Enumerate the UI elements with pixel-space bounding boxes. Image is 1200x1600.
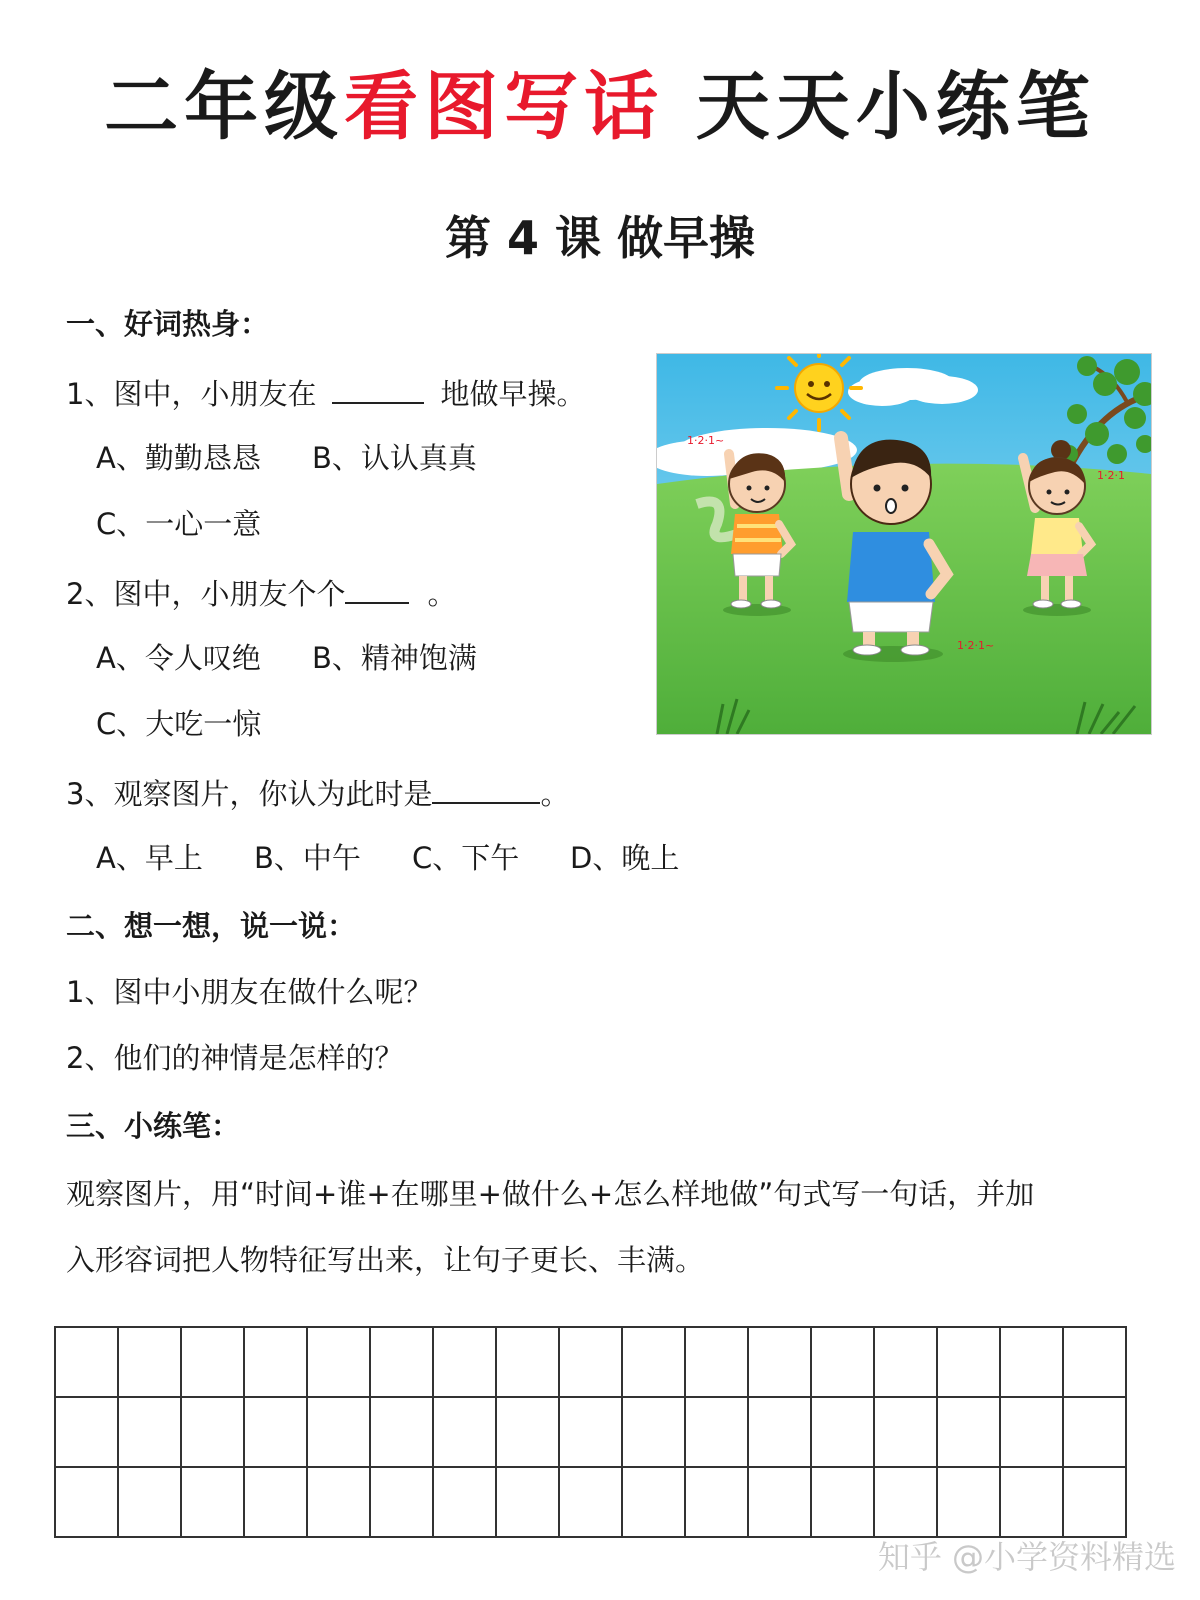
morning-exercise-scene [657, 354, 1151, 734]
grid-cell[interactable] [1000, 1467, 1063, 1537]
question-3-blank[interactable] [432, 772, 540, 804]
grid-cell[interactable] [559, 1397, 622, 1467]
lesson-title: 第 4 课 做早操 [444, 211, 756, 265]
section2-heading: 二、想一想，说一说： [66, 909, 357, 943]
grid-cell[interactable] [937, 1397, 1000, 1467]
option-3c[interactable]: C、下午 [412, 841, 520, 875]
grid-cell[interactable] [433, 1397, 496, 1467]
grid-row [55, 1397, 1126, 1467]
page-title [0, 62, 1200, 152]
grid-cell[interactable] [748, 1397, 811, 1467]
grid-cell[interactable] [748, 1467, 811, 1537]
question-3 [66, 772, 569, 814]
grid-cell[interactable] [937, 1467, 1000, 1537]
grid-row [55, 1327, 1126, 1397]
grid-cell[interactable] [370, 1327, 433, 1397]
grid-cell[interactable] [181, 1467, 244, 1537]
grid-row [55, 1467, 1126, 1537]
writing-grid[interactable] [54, 1326, 1127, 1538]
grid-cell[interactable] [811, 1467, 874, 1537]
grid-cell[interactable] [370, 1397, 433, 1467]
think-question-2: 2、他们的神情是怎样的？ [66, 1041, 404, 1075]
question-3-options [96, 838, 679, 878]
question-1-suffix: 地做早操。 [440, 377, 586, 411]
grid-cell[interactable] [622, 1397, 685, 1467]
grid-cell[interactable] [496, 1467, 559, 1537]
grid-cell[interactable] [1063, 1467, 1126, 1537]
option-2b[interactable]: B、精神饱满 [312, 641, 477, 675]
grid-cell[interactable] [874, 1327, 937, 1397]
grid-cell[interactable] [1000, 1327, 1063, 1397]
option-1a[interactable]: A、勤勤恳恳 [96, 441, 261, 475]
count-label-bottom: 1·2·1~ [957, 639, 995, 652]
question-1-options-row2 [96, 504, 261, 544]
question-2-text: 2、图中，小朋友个个 [66, 577, 346, 611]
grid-cell[interactable] [559, 1327, 622, 1397]
question-1-text: 1、图中，小朋友在 [66, 377, 317, 411]
writing-instruction-line2: 入形容词把人物特征写出来，让句子更长、丰满。 [66, 1243, 705, 1277]
title-part-practice: 天天小练笔 [695, 64, 1096, 150]
question-2 [66, 572, 456, 614]
count-label-right: 1·2·1 [1097, 469, 1125, 482]
count-label-left: 1·2·1~ [687, 434, 725, 447]
question-2-options-row1 [96, 638, 477, 678]
grid-cell[interactable] [811, 1327, 874, 1397]
option-2a[interactable]: A、令人叹绝 [96, 641, 261, 675]
grid-cell[interactable] [307, 1467, 370, 1537]
grid-cell[interactable] [1000, 1397, 1063, 1467]
grid-cell[interactable] [181, 1397, 244, 1467]
grid-cell[interactable] [937, 1327, 1000, 1397]
grid-cell[interactable] [244, 1467, 307, 1537]
grid-cell[interactable] [181, 1327, 244, 1397]
grid-cell[interactable] [685, 1467, 748, 1537]
grid-cell[interactable] [496, 1397, 559, 1467]
grid-cell[interactable] [559, 1467, 622, 1537]
writing-instruction-line1: 观察图片，用“时间+谁+在哪里+做什么+怎么样地做”句式写一句话，并加 [66, 1177, 1035, 1211]
title-part-topic: 看图写话 [344, 64, 665, 150]
grid-cell[interactable] [55, 1327, 118, 1397]
title-part-grade: 二年级 [104, 64, 345, 150]
section3-heading: 三、小练笔： [66, 1109, 241, 1143]
grid-cell[interactable] [1063, 1397, 1126, 1467]
section1-heading: 一、好词热身： [66, 307, 270, 341]
grid-cell[interactable] [1063, 1327, 1126, 1397]
grid-cell[interactable] [370, 1467, 433, 1537]
question-1-options-row1 [96, 438, 477, 478]
grid-cell[interactable] [244, 1397, 307, 1467]
question-3-text: 3、观察图片，你认为此时是 [66, 777, 433, 811]
option-3d[interactable]: D、晚上 [570, 841, 680, 875]
grid-cell[interactable] [307, 1327, 370, 1397]
option-3a[interactable]: A、早上 [96, 841, 203, 875]
grid-cell[interactable] [55, 1467, 118, 1537]
grid-cell[interactable] [874, 1467, 937, 1537]
grid-cell[interactable] [118, 1397, 181, 1467]
question-1-blank[interactable] [332, 372, 424, 404]
grid-cell[interactable] [307, 1397, 370, 1467]
grid-cell[interactable] [496, 1327, 559, 1397]
grid-cell[interactable] [811, 1397, 874, 1467]
grid-cell[interactable] [748, 1327, 811, 1397]
grid-cell[interactable] [685, 1397, 748, 1467]
question-1 [66, 372, 585, 414]
grid-cell[interactable] [685, 1327, 748, 1397]
grid-cell[interactable] [55, 1397, 118, 1467]
question-2-options-row2 [96, 704, 261, 744]
grid-cell[interactable] [244, 1327, 307, 1397]
grid-cell[interactable] [118, 1327, 181, 1397]
think-question-1: 1、图中小朋友在做什么呢？ [66, 975, 433, 1009]
exercise-illustration [656, 353, 1152, 735]
question-2-suffix: 。 [427, 577, 457, 611]
writing-grid-table[interactable] [54, 1326, 1127, 1538]
option-3b[interactable]: B、中午 [254, 841, 361, 875]
grid-cell[interactable] [433, 1467, 496, 1537]
question-2-blank[interactable] [345, 572, 409, 604]
option-2c[interactable]: C、大吃一惊 [96, 707, 262, 741]
grid-cell[interactable] [118, 1467, 181, 1537]
grid-cell[interactable] [622, 1467, 685, 1537]
grid-cell[interactable] [433, 1327, 496, 1397]
grid-cell[interactable] [874, 1397, 937, 1467]
grid-cell[interactable] [622, 1327, 685, 1397]
question-3-suffix: 。 [540, 777, 570, 811]
option-1c[interactable]: C、一心一意 [96, 507, 262, 541]
option-1b[interactable]: B、认认真真 [312, 441, 477, 475]
watermark: 知乎 @小学资料精选 [877, 1538, 1176, 1576]
